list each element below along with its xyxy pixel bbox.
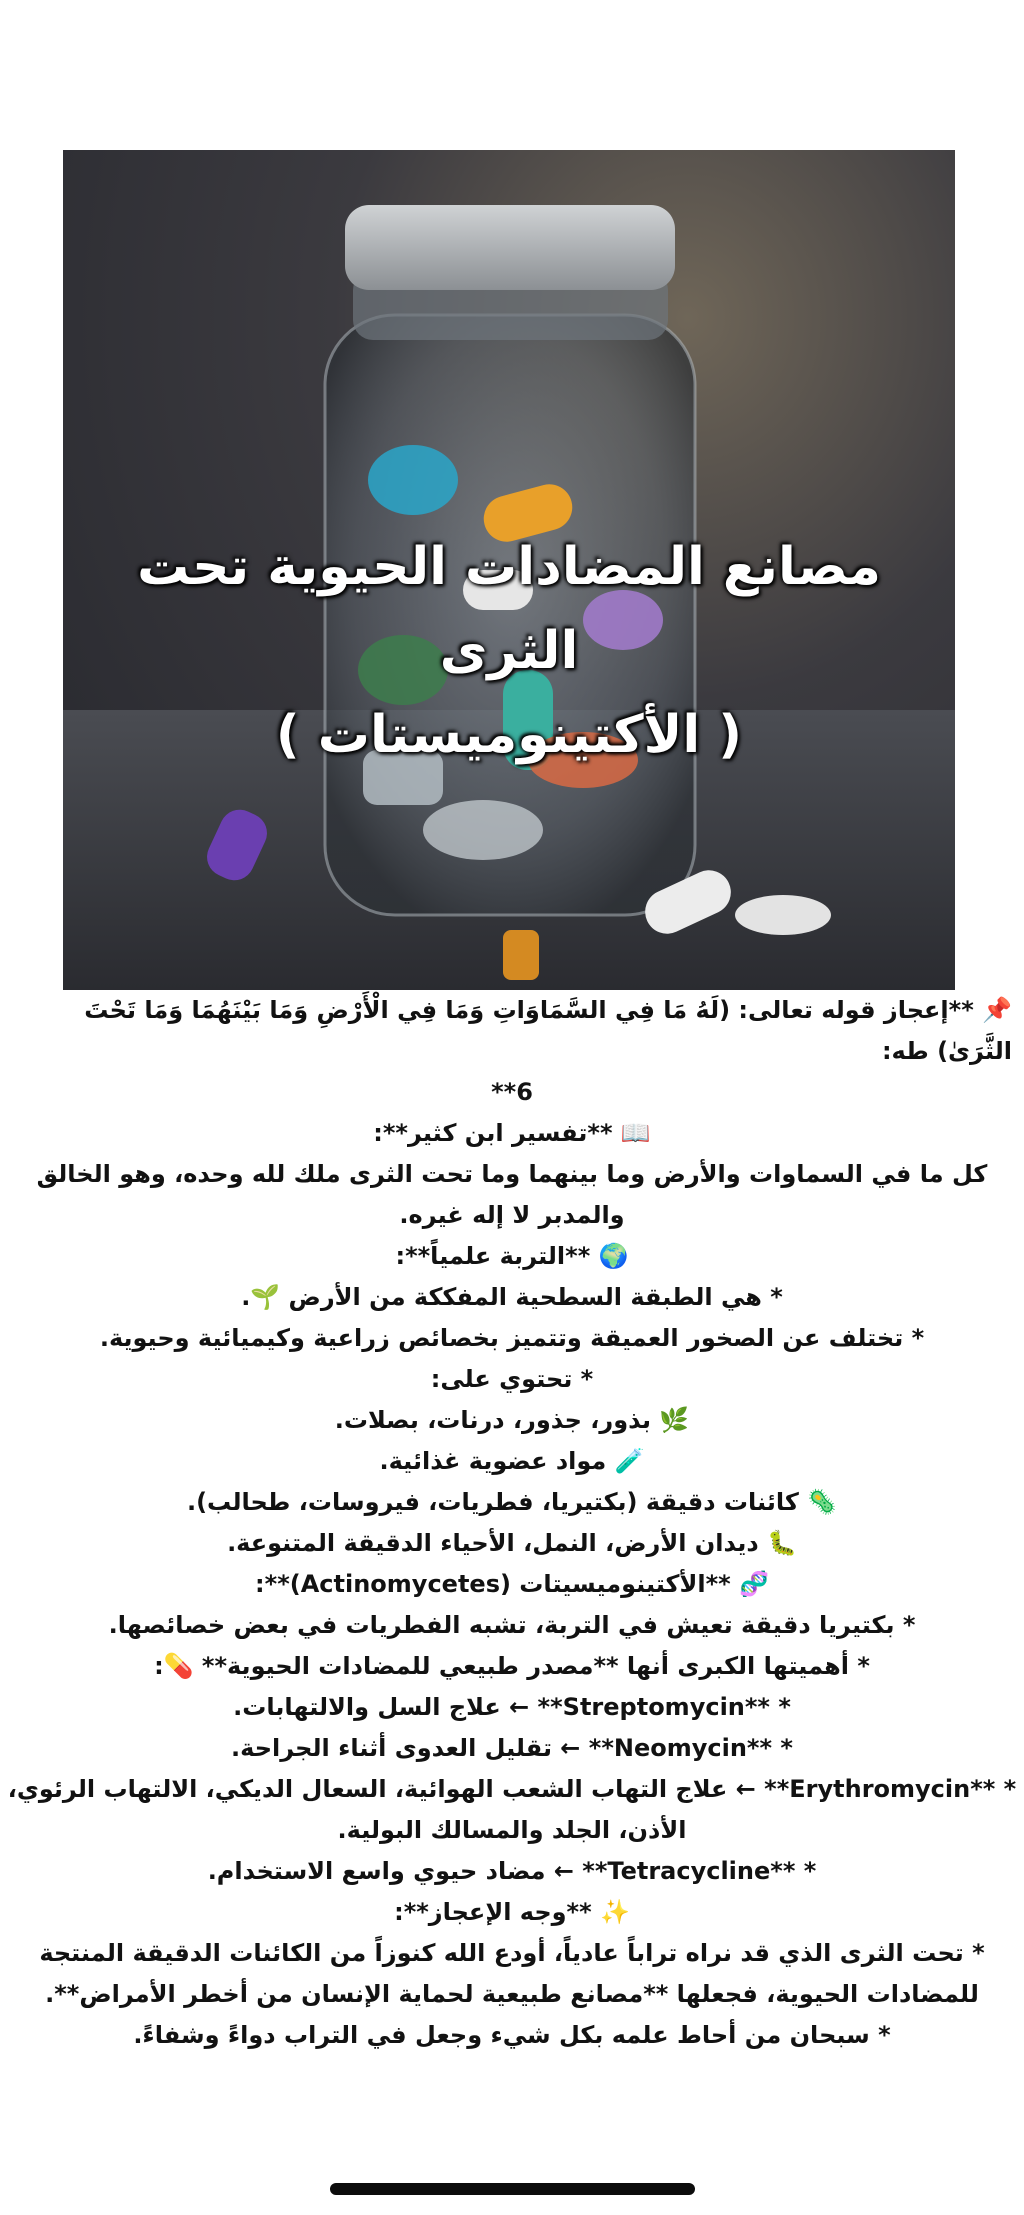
- antibiotic-neomycin: * **Neomycin** ← تقليل العدوى أثناء الجراحة.: [231, 1734, 793, 1762]
- actinomycetes-heading: 🧬 **الأكتينوميسيتات (Actinomycetes)**:: [255, 1570, 769, 1598]
- closing-text: * سبحان من أحاط علمه بكل شيء وجعل في التراب دواءً وشفاءً.: [133, 2021, 891, 2049]
- antibiotic-tetracycline: * **Tetracycline** ← مضاد حيوي واسع الاستخدام.: [207, 1857, 817, 1885]
- antibiotic-streptomycin: * **Streptomycin** ← علاج السل والالتهابات.: [233, 1693, 791, 1721]
- soil-item-microbes: 🦠 كائنات دقيقة (بكتيريا، فطريات، فيروسات، طحالب).: [186, 1488, 838, 1516]
- hero-title-line-1: مصانع المضادات الحيوية تحت الثرى: [137, 537, 881, 681]
- soil-contains: * تحتوي على:: [430, 1365, 594, 1393]
- verse-intro: 📌 **إعجاز قوله تعالى: (لَهُ مَا فِي السَّمَاوَاتِ وَمَا فِي الْأَرْضِ وَمَا بَيْنَهُمَا وَمَا تَحْتَ الثَّرَىٰ) طه:: [84, 996, 1012, 1065]
- soil-heading: 🌍 **التربة علمياً**:: [395, 1242, 629, 1270]
- soil-point-1: * هي الطبقة السطحية المفككة من الأرض 🌱.: [241, 1283, 783, 1311]
- home-indicator[interactable]: [330, 2183, 695, 2195]
- miracle-text: * تحت الثرى الذي قد نراه تراباً عادياً، أودع الله كنوزاً من الكائنات الدقيقة المنتجة للمضادات الحيوية، فجعلها **مصانع طبيعية لحماية الإنسان من أخطر الأمراض**.: [39, 1939, 985, 2008]
- soil-item-seeds: 🌿 بذور، جذور، درنات، بصلات.: [334, 1406, 690, 1434]
- tafsir-heading: 📖 **تفسير ابن كثير**:: [373, 1119, 651, 1147]
- miracle-heading: ✨ **وجه الإعجاز**:: [394, 1898, 630, 1926]
- hero-image: [63, 150, 955, 990]
- actinomycetes-desc: * بكتيريا دقيقة تعيش في التربة، تشبه الفطريات في بعض خصائصها.: [108, 1611, 916, 1639]
- actinomycetes-importance: * أهميتها الكبرى أنها **مصدر طبيعي للمضادات الحيوية** 💊:: [154, 1652, 870, 1680]
- soil-point-2: * تختلف عن الصخور العميقة وتتميز بخصائص زراعية وكيميائية وحيوية.: [99, 1324, 925, 1352]
- antibiotic-erythromycin: * **Erythromycin** ← علاج التهاب الشعب الهوائية، السعال الديكي، الالتهاب الرئوي، الأذن، الجلد والمسالك البولية.: [7, 1775, 1017, 1844]
- verse-reference: 6**: [491, 1078, 533, 1106]
- soil-item-organic: 🧪 مواد عضوية غذائية.: [379, 1447, 645, 1475]
- tafsir-text: كل ما في السماوات والأرض وما بينهما وما تحت الثرى ملك لله وحده، وهو الخالق والمدبر لا إله غيره.: [36, 1160, 988, 1229]
- hero-title: [63, 525, 955, 777]
- hero-title-line-2: ( الأكتينوميستات ): [275, 705, 743, 765]
- post-body: [6, 990, 1018, 2056]
- soil-item-worms: 🐛 ديدان الأرض، النمل، الأحياء الدقيقة المتنوعة.: [227, 1529, 797, 1557]
